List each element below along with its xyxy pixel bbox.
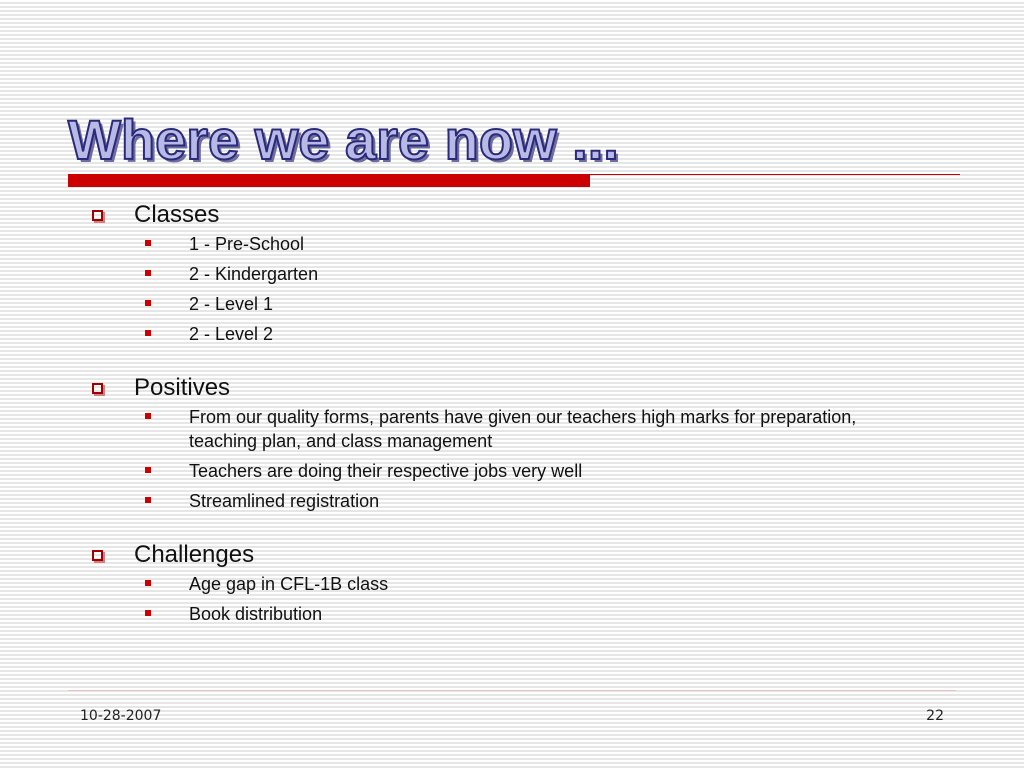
square-bullet-icon — [145, 580, 151, 586]
square-bullet-icon — [145, 330, 151, 336]
square-bullet-icon — [145, 467, 151, 473]
title-underline-accent — [68, 174, 590, 187]
list-item — [88, 405, 948, 453]
list-item — [88, 459, 948, 483]
section-heading — [88, 371, 948, 405]
list-item — [88, 572, 948, 596]
slide-content — [88, 198, 948, 651]
section-heading — [88, 198, 948, 232]
list-item-text: Streamlined registration — [189, 491, 380, 511]
list-item — [88, 602, 948, 626]
square-bullet-icon — [145, 497, 151, 503]
list-item — [88, 262, 948, 286]
square-bullet-icon — [145, 300, 151, 306]
list-item-text: Age gap in CFL-1B class — [189, 574, 389, 594]
footer-date: 10-28-2007 — [80, 708, 162, 724]
square-bullet-icon — [145, 610, 151, 616]
list-item-text: Book distribution — [189, 604, 323, 624]
section-label: Positives — [134, 374, 231, 401]
list-item-text: Teachers are doing their respective jobs very well — [189, 461, 583, 481]
title-underline-line — [590, 174, 960, 175]
list-item — [88, 322, 948, 346]
bullet-list — [88, 405, 948, 513]
section-label: Challenges — [134, 541, 255, 568]
list-item-text: 2 - Kindergarten — [189, 264, 319, 284]
hollow-square-bullet-icon — [92, 210, 103, 221]
section-challenges — [88, 538, 948, 626]
square-bullet-icon — [145, 413, 151, 419]
hollow-square-bullet-icon — [92, 383, 103, 394]
list-item-text: 2 - Level 1 — [189, 294, 274, 314]
slide-title: Where we are now ... — [68, 108, 619, 171]
square-bullet-icon — [145, 270, 151, 276]
list-item-text: From our quality forms, parents have given our teachers high marks for preparation, teaching plan, and class management — [189, 407, 857, 451]
square-bullet-icon — [145, 240, 151, 246]
list-item — [88, 489, 948, 513]
section-positives — [88, 371, 948, 513]
section-classes — [88, 198, 948, 346]
slide-number: 22 — [926, 708, 944, 724]
list-item-text: 2 - Level 2 — [189, 324, 274, 344]
section-heading — [88, 538, 948, 572]
hollow-square-bullet-icon — [92, 550, 103, 561]
list-item — [88, 292, 948, 316]
bullet-list — [88, 572, 948, 626]
list-item-text: 1 - Pre-School — [189, 234, 305, 254]
list-item — [88, 232, 948, 256]
section-label: Classes — [134, 201, 220, 228]
footer-divider — [68, 690, 956, 691]
bullet-list — [88, 232, 948, 346]
